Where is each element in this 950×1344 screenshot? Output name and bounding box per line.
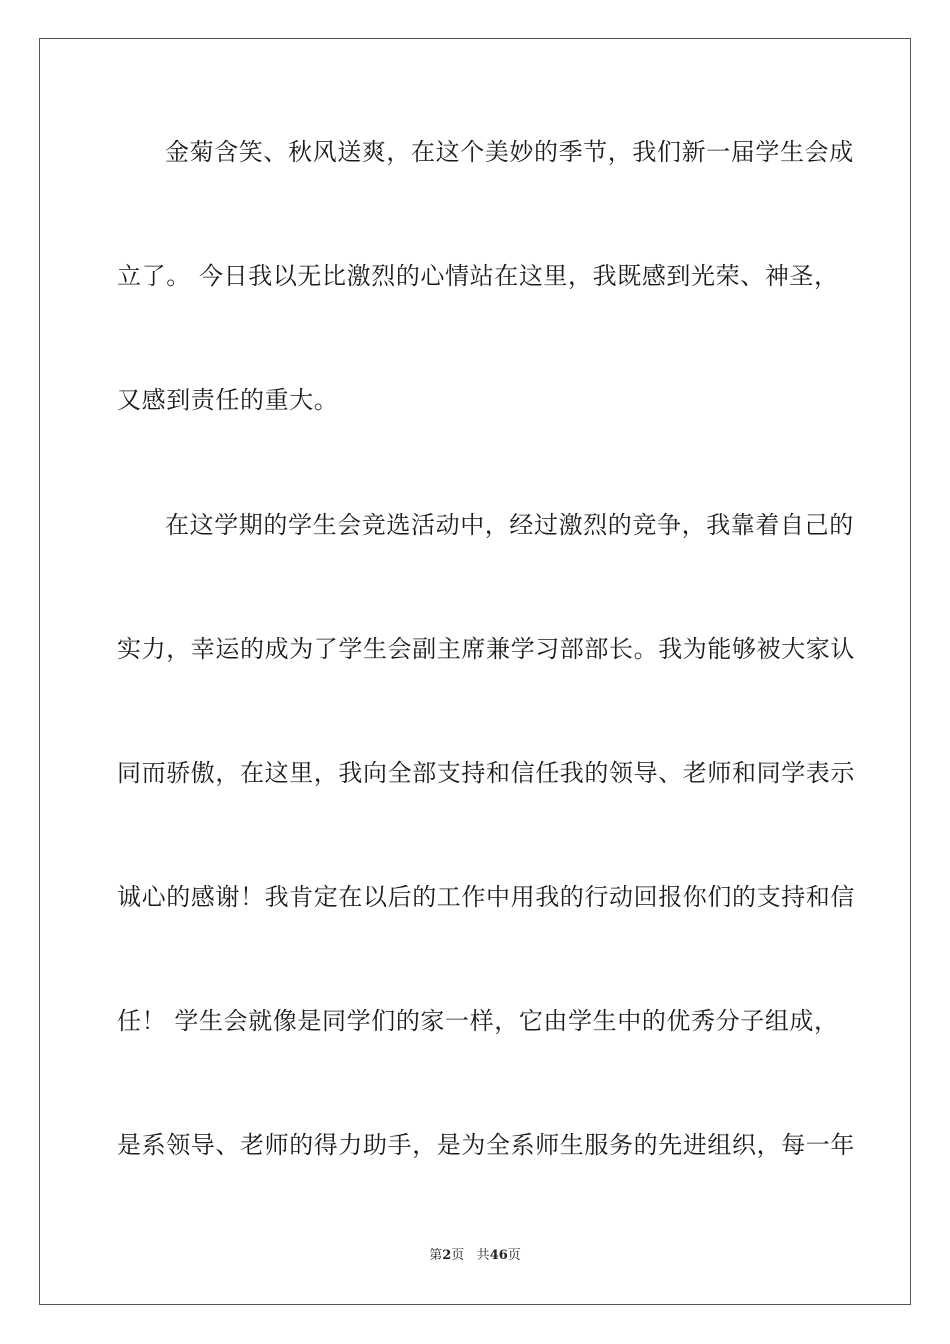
page-number-footer bbox=[0, 1248, 950, 1264]
total-prefix: 共 bbox=[476, 1248, 490, 1263]
page-border bbox=[39, 38, 911, 1305]
total-page-count: 46 bbox=[489, 1248, 508, 1263]
paragraph-2-line-3: 同而骄傲，在这里，我向全部支持和信任我的领导、老师和同学表示 bbox=[117, 759, 855, 787]
total-suffix: 页 bbox=[507, 1248, 521, 1263]
paragraph-1-line-1: 金菊含笑、秋风送爽，在这个美妙的季节，我们新一届学生会成 bbox=[165, 138, 854, 166]
current-page-number: 2 bbox=[442, 1248, 452, 1263]
paragraph-1-line-2: 立了。 今日我以无比激烈的心情站在这里，我既感到光荣、神圣， bbox=[117, 262, 839, 290]
paragraph-2-line-1: 在这学期的学生会竞选活动中，经过激烈的竞争，我靠着自己的 bbox=[165, 511, 854, 539]
page-suffix: 页 bbox=[451, 1248, 465, 1263]
paragraph-2-line-4: 诚心的感谢！我肯定在以后的工作中用我的行动回报你们的支持和信 bbox=[117, 883, 855, 911]
page-prefix: 第 bbox=[429, 1248, 443, 1263]
paragraph-1-line-3: 又感到责任的重大。 bbox=[117, 386, 339, 414]
paragraph-2-line-6: 是系领导、老师的得力助手，是为全系师生服务的先进组织，每一年 bbox=[117, 1131, 855, 1159]
paragraph-2-line-5: 任！ 学生会就像是同学们的家一样，它由学生中的优秀分子组成， bbox=[117, 1007, 839, 1035]
paragraph-2-line-2: 实力，幸运的成为了学生会副主席兼学习部部长。我为能够被大家认 bbox=[117, 635, 855, 663]
